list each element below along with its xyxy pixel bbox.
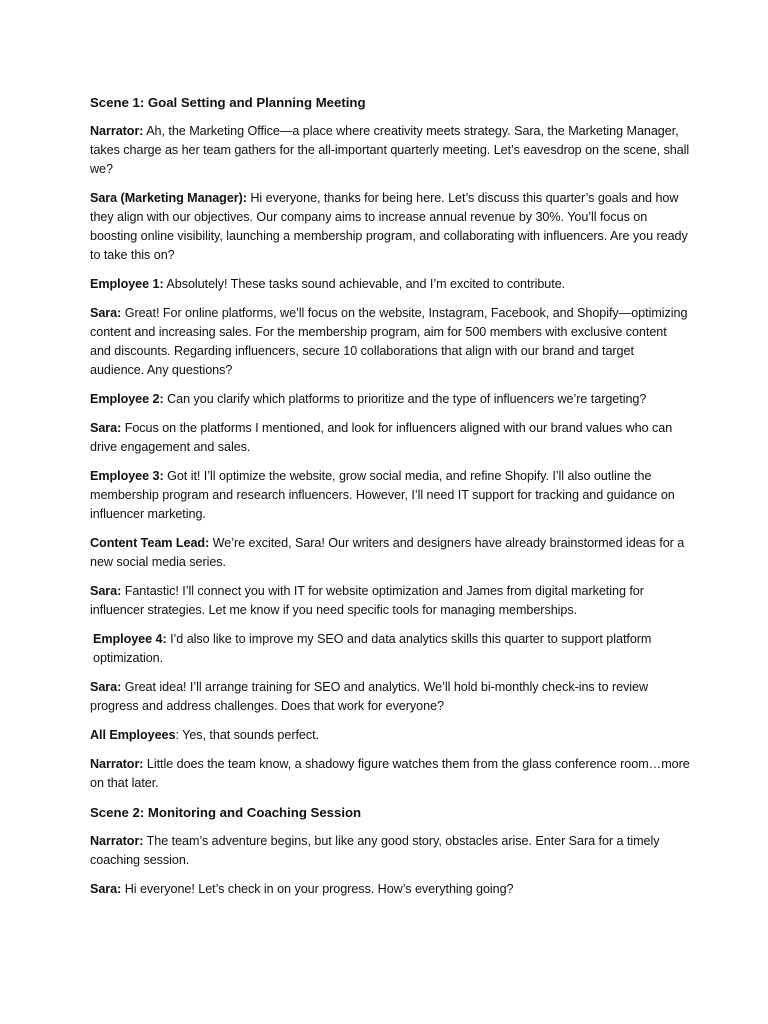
- speaker-label: All Employees: [90, 728, 176, 742]
- dialogue-sara-focus: [90, 419, 690, 457]
- dialogue-text: Ah, the Marketing Office—a place where creativity meets strategy. Sara, the Marketing Manager, takes charge as her team gathers for the all-important quarterly meeting. Let’s eavesdrop on the scene, shall we?: [90, 124, 690, 176]
- speaker-label: Sara (Marketing Manager):: [90, 191, 247, 205]
- dialogue-employee-3: [90, 467, 690, 524]
- speaker-label: Employee 3:: [90, 469, 164, 483]
- dialogue-text: Great idea! I’ll arrange training for SEO and analytics. We’ll hold bi-monthly check-ins to review progress and address challenges. Does that work for everyone?: [90, 680, 649, 713]
- dialogue-text: Focus on the platforms I mentioned, and look for influencers aligned with our brand values who can drive engagement and sales.: [90, 421, 673, 454]
- scene-2-heading: Scene 2: Monitoring and Coaching Session: [90, 805, 362, 820]
- dialogue-sara-goals: [90, 189, 690, 265]
- dialogue-text: Hi everyone! Let’s check in on your progress. How’s everything going?: [121, 882, 514, 896]
- dialogue-all-employees: [90, 726, 690, 745]
- dialogue-sara-training: [90, 678, 690, 716]
- dialogue-text: Fantastic! I’ll connect you with IT for website optimization and James from digital marketing for influencer strategies. Let me know if you need specific tools for managing memberships.: [90, 584, 644, 617]
- speaker-label: Narrator:: [90, 757, 144, 771]
- dialogue-text: : Yes, that sounds perfect.: [175, 728, 320, 742]
- scene-1-heading: Scene 1: Goal Setting and Planning Meeting: [90, 95, 366, 110]
- dialogue-sara-checkin: [90, 880, 690, 899]
- dialogue-employee-2: [90, 390, 690, 409]
- dialogue-text: Hi everyone, thanks for being here. Let’s discuss this quarter’s goals and how they align with our objectives. Our company aims to increase annual revenue by 30%. You’ll focus on boosting online visibility, launching a membership program, and collaborating with influencers. Are you ready to take this on?: [90, 191, 688, 262]
- dialogue-text: Can you clarify which platforms to prioritize and the type of influencers we’re targeting?: [163, 392, 647, 406]
- dialogue-text: I’d also like to improve my SEO and data analytics skills this quarter to support platform optimization.: [93, 632, 652, 665]
- speaker-label: Employee 1:: [90, 277, 164, 291]
- dialogue-text: The team’s adventure begins, but like any good story, obstacles arise. Enter Sara for a timely coaching session.: [90, 834, 660, 867]
- dialogue-narrator-shadowy: [90, 755, 690, 793]
- dialogue-text: Little does the team know, a shadowy figure watches them from the glass conference room…more on that later.: [90, 757, 690, 790]
- speaker-label: Narrator:: [90, 124, 144, 138]
- dialogue-employee-1: [90, 275, 690, 294]
- dialogue-sara-platforms: [90, 304, 690, 380]
- speaker-label: Sara:: [90, 882, 122, 896]
- speaker-label: Employee 4:: [93, 632, 167, 646]
- dialogue-text: Great! For online platforms, we’ll focus on the website, Instagram, Facebook, and Shopify—optimizing content and increasing sales. For the membership program, aim for 500 members with exclusive content and discounts. Regarding influencers, secure 10 collaborations that align with our brand and target audience. Any questions?: [90, 306, 688, 377]
- dialogue-narrator-obstacles: [90, 832, 690, 870]
- dialogue-sara-connect: [90, 582, 690, 620]
- dialogue-text: Absolutely! These tasks sound achievable, and I’m excited to contribute.: [163, 277, 566, 291]
- speaker-label: Sara:: [90, 584, 122, 598]
- dialogue-text: We’re excited, Sara! Our writers and designers have already brainstormed ideas for a new social media series.: [90, 536, 685, 569]
- speaker-label: Content Team Lead:: [90, 536, 210, 550]
- speaker-label: Sara:: [90, 680, 122, 694]
- speaker-label: Narrator:: [90, 834, 144, 848]
- dialogue-employee-4: [90, 630, 690, 668]
- document-page: [90, 93, 690, 909]
- dialogue-text: Got it! I’ll optimize the website, grow social media, and refine Shopify. I’ll also outline the membership program and research influencers. However, I’ll need IT support for tracking and guidance on influencer marketing.: [90, 469, 675, 521]
- dialogue-narrator-intro: [90, 122, 690, 179]
- dialogue-content-team-lead: [90, 534, 690, 572]
- speaker-label: Sara:: [90, 421, 122, 435]
- speaker-label: Sara:: [90, 306, 122, 320]
- speaker-label: Employee 2:: [90, 392, 164, 406]
